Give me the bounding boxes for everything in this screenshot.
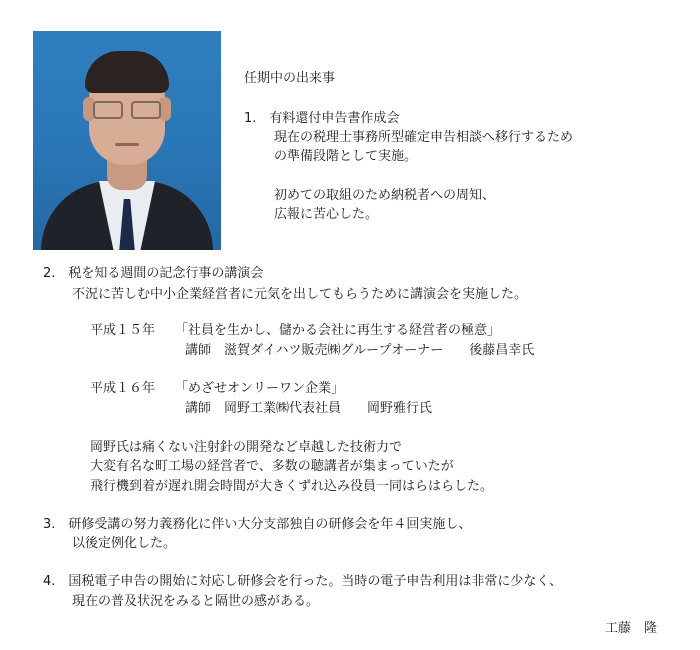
item4-line: 現在の普及状況をみると隔世の感がある。 <box>72 594 320 609</box>
portrait-mouth <box>115 143 139 146</box>
lecture2-speaker: 講師 岡野工業㈱代表社員 岡野雅行氏 <box>185 401 433 416</box>
lecture2-year: 平成１６年 <box>90 381 156 396</box>
item2-note-line: 岡野氏は痛くない注射針の開発など卓越した技術力で <box>90 440 403 455</box>
lecture1-speaker: 講師 滋賀ダイハツ販売㈱グループオーナー 後藤昌幸氏 <box>185 343 535 358</box>
item2-note-line: 大変有名な町工場の経営者で、多数の聴講者が集まっていたが <box>90 459 454 474</box>
item1-line: の準備段階として実施。 <box>274 149 418 164</box>
item3-title: 3. 研修受講の努力義務化に伴い大分支部独自の研修会を年４回実施し、 <box>43 517 472 532</box>
lecture1-year: 平成１５年 <box>90 323 156 338</box>
item4-title: 4. 国税電子申告の開始に対応し研修会を行った。当時の電子申告利用は非常に少なく、 <box>43 574 563 589</box>
portrait-hair <box>85 51 169 93</box>
lecture2-title: 「めざせオンリーワン企業」 <box>175 381 345 396</box>
item1-line: 現在の税理士事務所型確定申告相談へ移行するため <box>274 130 574 145</box>
item2-title: 2. 税を知る週間の記念行事の講演会 <box>43 266 264 281</box>
author-signature: 工藤 隆 <box>605 621 658 636</box>
portrait-glasses <box>93 101 161 117</box>
lecture1-title: 「社員を生かし、儲かる会社に再生する経営者の極意」 <box>175 323 501 338</box>
item1-line: 広報に苦心した。 <box>274 207 379 222</box>
item1-title: 1. 有料還付申告書作成会 <box>244 111 400 126</box>
portrait-photo <box>33 31 221 250</box>
section-heading: 任期中の出来事 <box>244 71 336 86</box>
item3-line: 以後定例化した。 <box>72 536 177 551</box>
item2-line: 不況に苦しむ中小企業経営者に元気を出してもらうために講演会を実施した。 <box>72 287 528 302</box>
item1-line: 初めての取組のため納税者への周知、 <box>274 188 496 203</box>
item2-note-line: 飛行機到着が遅れ開会時間が大きくずれ込み役員一同はらはらした。 <box>90 479 494 494</box>
